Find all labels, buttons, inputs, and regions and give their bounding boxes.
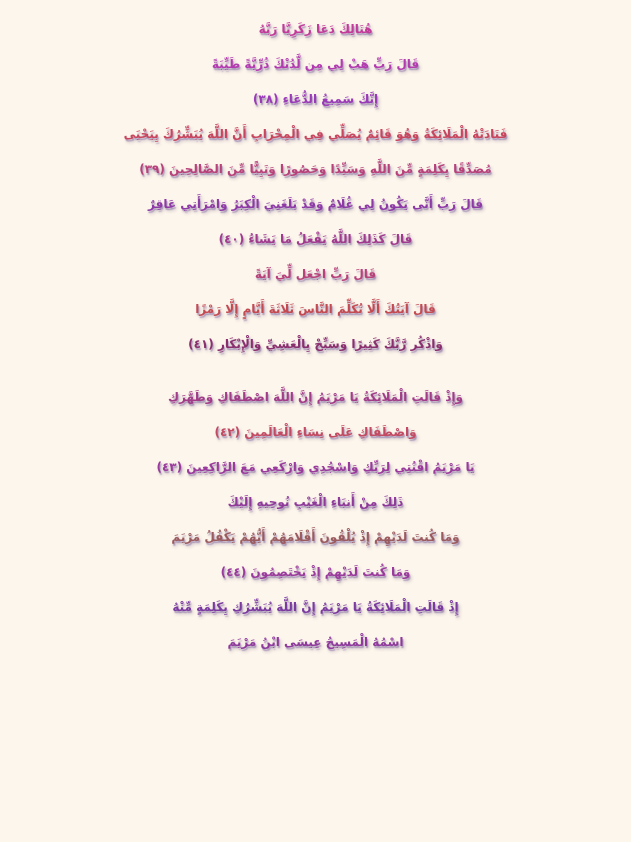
verse-line: مُصَدِّقًا بِكَلِمَةٍ مِّنَ اللَّهِ وَسَيِّدًا وَحَصُورًا وَنَبِيًّا مِّنَ الصَّالِحِينَ (٣٩) <box>139 162 492 176</box>
verse-line: وَاذْكُر رَّبَّكَ كَثِيرًا وَسَبِّحْ بِالْعَشِيِّ وَالْإِبْكَارِ (٤١) <box>188 337 443 351</box>
verse-line: اسْمُهُ الْمَسِيحُ عِيسَى ابْنُ مَرْيَمَ <box>227 635 404 649</box>
verse-line: قَالَ رَبِّ هَبْ لِي مِن لَّدُنْكَ ذُرِّيَّةً طَيِّبَةً <box>211 57 420 71</box>
verse-line: وَمَا كُنتَ لَدَيْهِمْ إِذْ يَخْتَصِمُونَ (٤٤) <box>220 565 411 579</box>
verse-line: إِذْ قَالَتِ الْمَلَائِكَةُ يَا مَرْيَمُ إِنَّ اللَّهَ يُبَشِّرُكِ بِكَلِمَةٍ مِّنْهُ <box>172 600 459 614</box>
verse-line: ذَلِكَ مِنْ أَنبَاءِ الْغَيْبِ نُوحِيهِ إِلَيْكَ <box>227 495 404 509</box>
verse-line: قَالَ كَذَلِكَ اللَّهُ يَفْعَلُ مَا يَشَاءُ (٤٠) <box>218 232 413 246</box>
verse-line: يَا مَرْيَمُ اقْنُتِي لِرَبِّكِ وَاسْجُدِي وَارْكَعِي مَعَ الرَّاكِعِينَ (٤٣) <box>156 460 475 474</box>
verse-line: وَاصْطَفَاكِ عَلَى نِسَاءِ الْعَالَمِينَ (٤٢) <box>214 425 417 439</box>
verse-line: فَنَادَتْهُ الْمَلَائِكَةُ وَهُوَ قَائِمٌ يُصَلِّي فِي الْمِحْرَابِ أَنَّ اللَّهَ يُبَشِّرُكَ بِيَحْيَى <box>123 127 508 141</box>
verse-line: إِنَّكَ سَمِيعُ الدُّعَاءِ (٣٨) <box>252 92 379 106</box>
verse-list <box>0 12 631 660</box>
verse-line: قَالَ رَبِّ أَنَّى يَكُونُ لِي غُلَامٌ وَقَدْ بَلَغَنِيَ الْكِبَرُ وَامْرَأَتِي عَاقِرٌ <box>148 197 483 211</box>
verse-line: قَالَ رَبِّ اجْعَل لِّيَ آيَةً <box>254 267 377 281</box>
verse-line: وَمَا كُنتَ لَدَيْهِمْ إِذْ يُلْقُونَ أَقْلَامَهُمْ أَيُّهُمْ يَكْفُلُ مَرْيَمَ <box>171 530 460 544</box>
verse-line: قَالَ آيَتُكَ أَلَّا تُكَلِّمَ النَّاسَ ثَلَاثَةَ أَيَّامٍ إِلَّا رَمْزًا <box>195 302 436 316</box>
verse-line: هُنَالِكَ دَعَا زَكَرِيَّا رَبَّهُ <box>258 22 373 36</box>
verse-line: وَإِذْ قَالَتِ الْمَلَائِكَةُ يَا مَرْيَمُ إِنَّ اللَّهَ اصْطَفَاكِ وَطَهَّرَكِ <box>168 390 463 404</box>
